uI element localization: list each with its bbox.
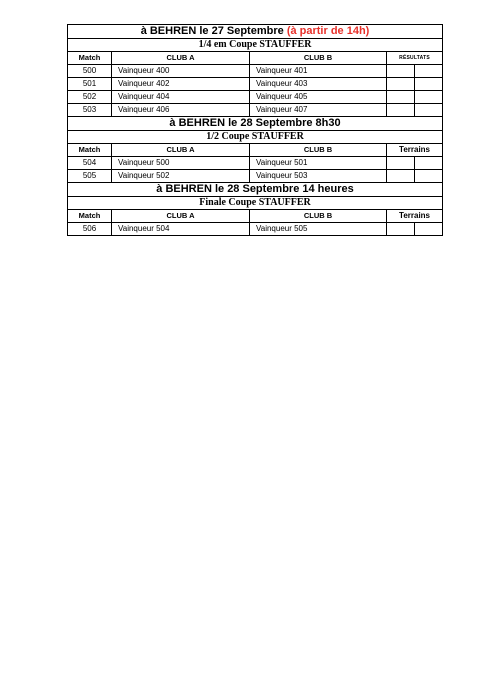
table-row bbox=[68, 78, 443, 91]
section-3-header-row bbox=[68, 210, 443, 223]
column-header-match: Match bbox=[68, 52, 112, 65]
section-1-title bbox=[68, 25, 443, 39]
section-1-subtitle: 1/4 em Coupe STAUFFER bbox=[68, 39, 443, 52]
club-b-cell: Vainqueur 501 bbox=[250, 157, 387, 170]
column-header-match: Match bbox=[68, 210, 112, 223]
column-header-terrains: Terrains bbox=[387, 144, 443, 157]
terrain-cell-a[interactable] bbox=[387, 157, 415, 170]
club-b-cell: Vainqueur 407 bbox=[250, 104, 387, 117]
club-b-cell: Vainqueur 505 bbox=[250, 223, 387, 236]
section-2-title-row bbox=[68, 117, 443, 131]
column-header-match: Match bbox=[68, 144, 112, 157]
result-cell-a[interactable] bbox=[387, 91, 415, 104]
result-cell-a[interactable] bbox=[387, 78, 415, 91]
result-cell-b[interactable] bbox=[415, 78, 443, 91]
club-a-cell: Vainqueur 500 bbox=[112, 157, 250, 170]
table-row bbox=[68, 91, 443, 104]
club-b-cell: Vainqueur 403 bbox=[250, 78, 387, 91]
column-header-club-a: CLUB A bbox=[112, 144, 250, 157]
result-cell-b[interactable] bbox=[415, 91, 443, 104]
section-1-header-row bbox=[68, 52, 443, 65]
match-number: 500 bbox=[68, 65, 112, 78]
club-a-cell: Vainqueur 406 bbox=[112, 104, 250, 117]
table-row bbox=[68, 104, 443, 117]
result-cell-b[interactable] bbox=[415, 104, 443, 117]
result-cell-b[interactable] bbox=[415, 65, 443, 78]
section-3-title: à BEHREN le 28 Septembre 14 heures bbox=[68, 183, 443, 197]
table-row bbox=[68, 157, 443, 170]
club-a-cell: Vainqueur 404 bbox=[112, 91, 250, 104]
table-row bbox=[68, 223, 443, 236]
match-number: 504 bbox=[68, 157, 112, 170]
column-header-terrains: Terrains bbox=[387, 210, 443, 223]
club-a-cell: Vainqueur 400 bbox=[112, 65, 250, 78]
match-number: 506 bbox=[68, 223, 112, 236]
section-1-title-text: à BEHREN le 27 Septembre bbox=[140, 25, 284, 37]
column-header-club-a: CLUB A bbox=[112, 210, 250, 223]
terrain-cell-b[interactable] bbox=[415, 223, 443, 236]
section-2-subtitle-row bbox=[68, 131, 443, 144]
match-number: 503 bbox=[68, 104, 112, 117]
match-number: 502 bbox=[68, 91, 112, 104]
column-header-club-a: CLUB A bbox=[112, 52, 250, 65]
table-row bbox=[68, 65, 443, 78]
terrain-cell-b[interactable] bbox=[415, 170, 443, 183]
column-header-club-b: CLUB B bbox=[250, 52, 387, 65]
club-b-cell: Vainqueur 503 bbox=[250, 170, 387, 183]
club-a-cell: Vainqueur 504 bbox=[112, 223, 250, 236]
result-cell-a[interactable] bbox=[387, 65, 415, 78]
section-1-title-row bbox=[68, 25, 443, 39]
club-a-cell: Vainqueur 502 bbox=[112, 170, 250, 183]
schedule-table bbox=[67, 24, 443, 236]
column-header-resultats: RÉSULTATS bbox=[387, 52, 443, 65]
terrain-cell-a[interactable] bbox=[387, 170, 415, 183]
section-3-subtitle: Finale Coupe STAUFFER bbox=[68, 197, 443, 210]
result-cell-a[interactable] bbox=[387, 104, 415, 117]
section-3-title-row bbox=[68, 183, 443, 197]
match-number: 505 bbox=[68, 170, 112, 183]
table-row bbox=[68, 170, 443, 183]
terrain-cell-a[interactable] bbox=[387, 223, 415, 236]
match-number: 501 bbox=[68, 78, 112, 91]
club-a-cell: Vainqueur 402 bbox=[112, 78, 250, 91]
club-b-cell: Vainqueur 405 bbox=[250, 91, 387, 104]
section-2-subtitle: 1/2 Coupe STAUFFER bbox=[68, 131, 443, 144]
club-b-cell: Vainqueur 401 bbox=[250, 65, 387, 78]
section-3-subtitle-row bbox=[68, 197, 443, 210]
section-2-title: à BEHREN le 28 Septembre 8h30 bbox=[68, 117, 443, 131]
section-1-title-note: (à partir de 14h) bbox=[286, 25, 370, 37]
column-header-club-b: CLUB B bbox=[250, 144, 387, 157]
section-1-subtitle-row bbox=[68, 39, 443, 52]
terrain-cell-b[interactable] bbox=[415, 157, 443, 170]
section-2-header-row bbox=[68, 144, 443, 157]
column-header-club-b: CLUB B bbox=[250, 210, 387, 223]
